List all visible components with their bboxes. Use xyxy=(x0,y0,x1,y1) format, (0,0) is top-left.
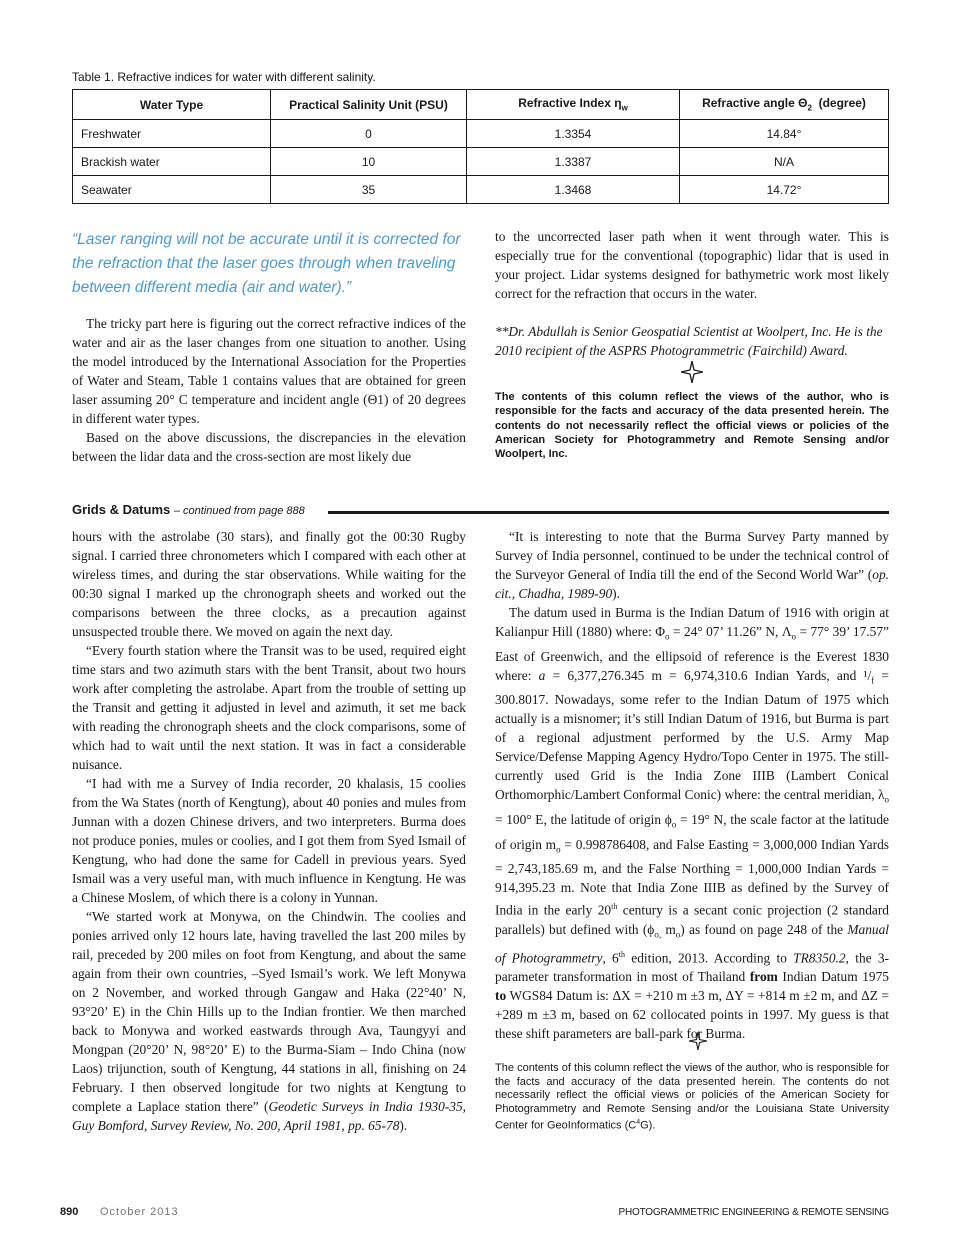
cell-angle: 14.84° xyxy=(680,120,889,148)
table-row xyxy=(73,176,889,204)
journal-name: PHOTOGRAMMETRIC ENGINEERING & REMOTE SENSING xyxy=(618,1207,889,1218)
compass-star-icon xyxy=(689,1032,707,1050)
pull-quote: “Laser ranging will not be accurate until it is corrected for the refraction that the laser goes through when traveling between different media (air and water).” xyxy=(72,231,461,296)
compass-star-icon xyxy=(681,361,703,383)
section-divider xyxy=(328,511,889,514)
cell-angle: N/A xyxy=(680,148,889,176)
cell-index: 1.3468 xyxy=(467,176,680,204)
cell-water-type: Seawater xyxy=(73,176,271,204)
body-paragraph: Based on the above discussions, the discrepancies in the elevation between the lidar data and the cross-section are most likely due xyxy=(72,430,466,464)
header-water-type: Water Type xyxy=(73,90,271,120)
cell-psu: 35 xyxy=(271,176,467,204)
body-paragraph: “Every fourth station where the Transit was to be used, required eight time stars and two azimuth stars with the bent Transit, about two hours work after completing the astrolabe. Apart from the trouble of setting up the Transit and getting it adjusted in level and azimuth, it set me back with reading the chronograph sheets and the clock comparisons, some of which had to wait until the next station. It was in fact a considerable nuisance. xyxy=(72,643,466,772)
body-paragraph: “It is interesting to note that the Burma Survey Party manned by Survey of India personnel, continued to be under the technical control of the Surveyor General of India till the end of the Second World War” (op. cit., Chadha, 1989-90). xyxy=(495,529,889,601)
cell-water-type: Brackish water xyxy=(73,148,271,176)
body-paragraph: “We started work at Monywa, on the Chindwin. The coolies and ponies arrived only 12 hours late, having travelled the last 200 miles by rail, preceded by 200 miles on foot from Kengtung, and about the same again from their own countries, –Syed Ismail’s work. We left Monywa on 2 November, and worked through Gangaw and Haka (22°40’ N, 93°20’ E) in the Chin Hills up to the Indian frontier. We then marched back to Monywa and worked eastwards through Ava, Taungyyi and Mongpan (20°20’ N, 98°20’ E) to the Burma-Siam – Indo China (now Laos) trijunction, south of Kengtung, 44 stations in all, finishing on 24 February. I then observed longitude for two nights at Kengtung to complete a Laplace station there” (Geodetic Surveys in India 1930-35, Guy Bomford, Survey Review, No. 200, April 1981, pp. 65-78). xyxy=(72,909,467,1133)
cell-psu: 0 xyxy=(271,120,467,148)
column-disclaimer: The contents of this column reflect the views of the author, who is responsible for the facts and accuracy of the data presented herein. The contents do not necessarily reflect the official views or policies of the American Society for Photogrammetry and Remote Sensing and/or Woolpert, Inc. xyxy=(495,391,889,461)
page-number: 890 xyxy=(60,1206,79,1218)
refractive-index-table xyxy=(72,89,889,204)
cell-psu: 10 xyxy=(271,148,467,176)
upper-right-column xyxy=(495,227,889,303)
body-paragraph: The datum used in Burma is the Indian Datum of 1916 with origin at Kalianpur Hill (1880) where: $\Phi_o = 24^\circ$ 07’ 11.26” N, $\Lambda_o = 77^\circ$ 39’ 17.57” East of Greenwich, and the ellipsoid of reference is the Everest 1830 where: a = 6,377,276.345 m = 6,974,310.6 Indian Yards, and $^1/_f = 300.8017$. Nowadays, some refer to the Indian Datum of 1975 which actually is a misnomer; it’s still Indian Datum of 1916, but Burma is part of a regional adjustment performed by the U.S. Army Map Service/Defense Mapping Agency Hydro/Topo Center in 1975. The still-currently used Grid is the India Zone IIIB (Lambert Conical Orthomorphic/Lambert Conformal Conic) where: the central meridian, $\lambda_o = 100^\circ$ E, the latitude of origin $\phi_o = 19^\circ$ N, the scale factor at the latitude of origin $m_o = 0.998786408$, and False Easting = 3,000,000 Indian Yards = 2,743,185.69 m, and the False Northing = 1,000,000 Indian Yards = 914,395.23 m. Note that India Zone IIIB as defined by the Survey of India in the early 20th century is a secant conic projection (2 standard parallels) but defined with ($\phi_{o,}$ $m_o$) as found on page 248 of the Manual of Photogrammetry, 6th edition, 2013. According to TR8350.2, the 3-parameter transformation in most of Thailand from Indian Datum 1975 to WGS84 Datum is: ΔX = +210 m ±3 m, ΔY = +814 m ±2 m, and ΔZ = +289 m ±3 m, based on 62 collocated points in 1997. My guess is that these shift parameters are ball-park for Burma. xyxy=(495,605,890,1041)
report-id: TR8350.2 xyxy=(793,949,846,965)
header-refractive-angle: Refractive angle $\Theta_2$ (degree) xyxy=(680,90,889,120)
upper-left-column xyxy=(72,314,466,466)
body-paragraph: The tricky part here is figuring out the correct refractive indices of the water and air as the laser changes from one situation to another. Using the model introduced by the International Association for the Properties of Water and Steam, Table 1 contains values that are obtained for green laser assuming 20° C temperature and incident angle (Θ1) of 20 degrees in different water types. xyxy=(72,316,466,426)
body-paragraph: “I had with me a Survey of India recorder, 20 khalasis, 15 coolies from the Wa States (north of Kengtung), about 40 ponies and mules from Junnan with a dozen Chinese drivers, and two interpreters. Burma does not produce ponies, mules or coolies, and I got them from Syed Ismail of Kengtung, who had done the same for Cadell in previous years. Syed Ismail was a very useful man, with much influence in Kengtung. He was a Chinese Moslem, of which there is a colony in Yunnan. xyxy=(72,776,466,905)
table-header-row xyxy=(73,90,889,120)
lower-right-column xyxy=(495,527,889,1043)
cell-angle: 14.72° xyxy=(680,176,889,204)
header-refractive-index: Refractive Index $\eta_w$ xyxy=(467,90,680,120)
cell-index: 1.3354 xyxy=(467,120,680,148)
author-bio-note: **Dr. Abdullah is Senior Geospatial Scientist at Woolpert, Inc. He is the 2010 recipient of the ASPRS Photogrammetric (Fairchild) Award. xyxy=(495,324,883,358)
body-paragraph: to the uncorrected laser path when it went through water. This is especially true for the conventional (topographic) lidar that is used in your project. Lidar systems designed for bathymetric work most likely correct for the refraction that occurs in the water. xyxy=(495,229,889,301)
book-title: Manual of Photogrammetry xyxy=(495,921,890,965)
section-title: Grids & Datums xyxy=(72,502,171,517)
issue-date: October 2013 xyxy=(100,1206,179,1218)
citation: Geodetic Surveys in India 1930-35, Guy Bomford, Survey Review, No. 200, April 1981, pp. 65-78 xyxy=(72,1099,467,1133)
table-row xyxy=(73,148,889,176)
header-psu: Practical Salinity Unit (PSU) xyxy=(271,90,467,120)
table-caption: Table 1. Refractive indices for water with different salinity. xyxy=(72,70,376,84)
continued-note: – continued from page 888 xyxy=(173,505,305,517)
lower-left-column xyxy=(72,527,466,1135)
column-disclaimer: The contents of this column reflect the views of the author, who is responsible for the facts and accuracy of the data presented herein. The contents do not necessarily reflect the official views or policies of the American Society for Photogrammetry and Remote Sensing and/or the Louisiana State University Center for GeoInformatics $(C^4G)$. xyxy=(495,1062,889,1132)
table-row xyxy=(73,120,889,148)
body-paragraph: hours with the astrolabe (30 stars), and finally got the 00:30 Rugby signal. I carried three chronometers which I compared with each other at wireless times, and during the star observations. While waiting for the 00:30 signal I marked up the chronograph sheets and worked out the comparisons between the three clocks, as a precaution against unsuspected trouble there. We moved on again the next day. xyxy=(72,529,466,639)
section-heading xyxy=(72,502,305,517)
cell-index: 1.3387 xyxy=(467,148,680,176)
cell-water-type: Freshwater xyxy=(73,120,271,148)
citation: op. cit., Chadha, 1989-90 xyxy=(495,567,889,601)
